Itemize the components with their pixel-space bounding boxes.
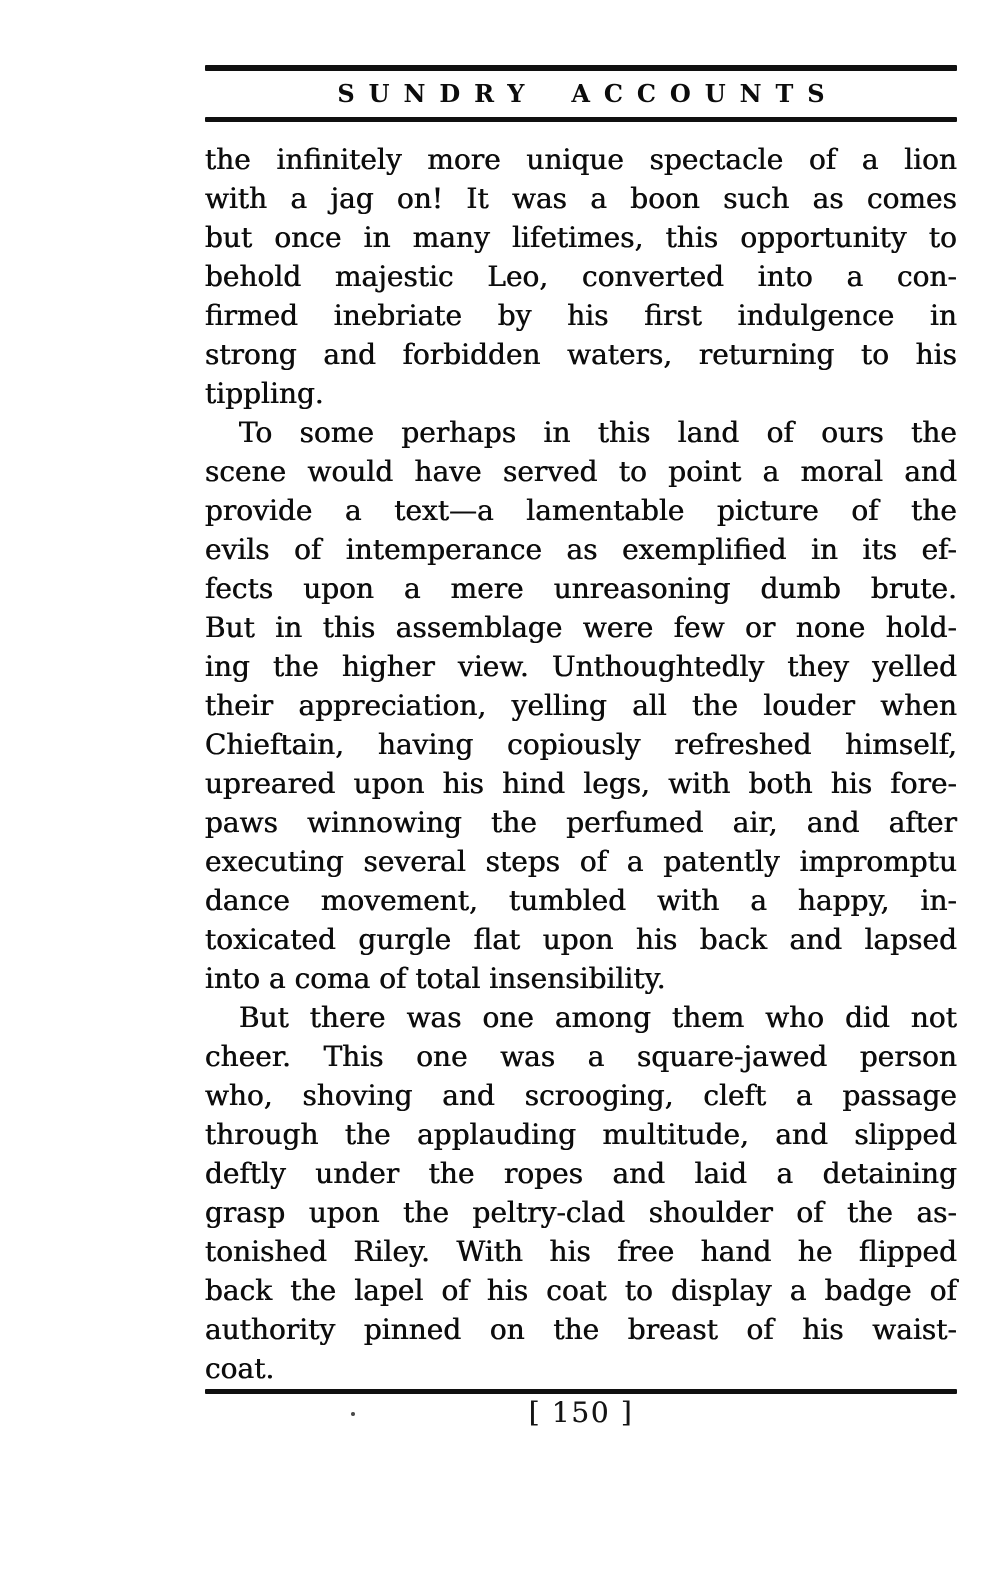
- page-number: [ 150 ]: [528, 1396, 634, 1429]
- text-line: toxicated gurgle flat upon his back and lapsed: [205, 923, 957, 956]
- paragraph: [205, 998, 957, 1388]
- text-line: evils of intemperance as exemplified in its ef-: [205, 533, 957, 566]
- text-line: upreared upon his hind legs, with both his fore-: [205, 767, 957, 800]
- text-line: tonished Riley. With his free hand he flipped: [205, 1235, 957, 1268]
- text-line: their appreciation, yelling all the louder when: [205, 689, 957, 722]
- text-line: To some perhaps in this land of ours the: [239, 416, 957, 449]
- header-rule-top: [205, 65, 957, 71]
- text-line: into a coma of total insensibility.: [205, 962, 666, 995]
- text-line: through the applauding multitude, and slipped: [205, 1118, 957, 1151]
- paragraph: [205, 413, 957, 998]
- text-line: fects upon a mere unreasoning dumb brute.: [205, 572, 957, 605]
- scan-speck-artifact: [351, 1412, 355, 1416]
- text-line: firmed inebriate by his first indulgence in: [205, 299, 957, 332]
- text-line: who, shoving and scrooging, cleft a passage: [205, 1079, 957, 1112]
- text-line: the infinitely more unique spectacle of a lion: [205, 143, 957, 176]
- text-line: dance movement, tumbled with a happy, in-: [205, 884, 957, 917]
- text-line: cheer. This one was a square-jawed person: [205, 1040, 957, 1073]
- text-line: paws winnowing the perfumed air, and after: [205, 806, 957, 839]
- text-line: provide a text—a lamentable picture of the: [205, 494, 957, 527]
- text-line: authority pinned on the breast of his waist-: [205, 1313, 957, 1346]
- text-line: strong and forbidden waters, returning to his: [205, 338, 957, 371]
- paragraph: [205, 140, 957, 413]
- text-line: But there was one among them who did not: [239, 1001, 957, 1034]
- text-line: deftly under the ropes and laid a detaining: [205, 1157, 957, 1190]
- text-line: coat.: [205, 1352, 275, 1385]
- text-line: ing the higher view. Unthoughtedly they yelled: [205, 650, 957, 683]
- text-line: grasp upon the peltry-clad shoulder of the as-: [205, 1196, 957, 1229]
- text-line: back the lapel of his coat to display a badge of: [205, 1274, 957, 1307]
- text-line: tippling.: [205, 377, 324, 410]
- text-line: behold majestic Leo, converted into a con-: [205, 260, 957, 293]
- text-line: executing several steps of a patently impromptu: [205, 845, 957, 878]
- text-line: with a jag on! It was a boon such as comes: [205, 182, 957, 215]
- text-line: Chieftain, having copiously refreshed himself,: [205, 728, 957, 761]
- text-column: [205, 0, 957, 1596]
- text-line: but once in many lifetimes, this opportunity to: [205, 221, 957, 254]
- header-rule-bottom: [205, 117, 957, 122]
- text-line: But in this assemblage were few or none hold-: [205, 611, 957, 644]
- text-line: scene would have served to point a moral and: [205, 455, 957, 488]
- footer-rule: [205, 1389, 957, 1394]
- body-text: [205, 140, 957, 1388]
- running-header-title: SUNDRY ACCOUNTS: [337, 79, 839, 108]
